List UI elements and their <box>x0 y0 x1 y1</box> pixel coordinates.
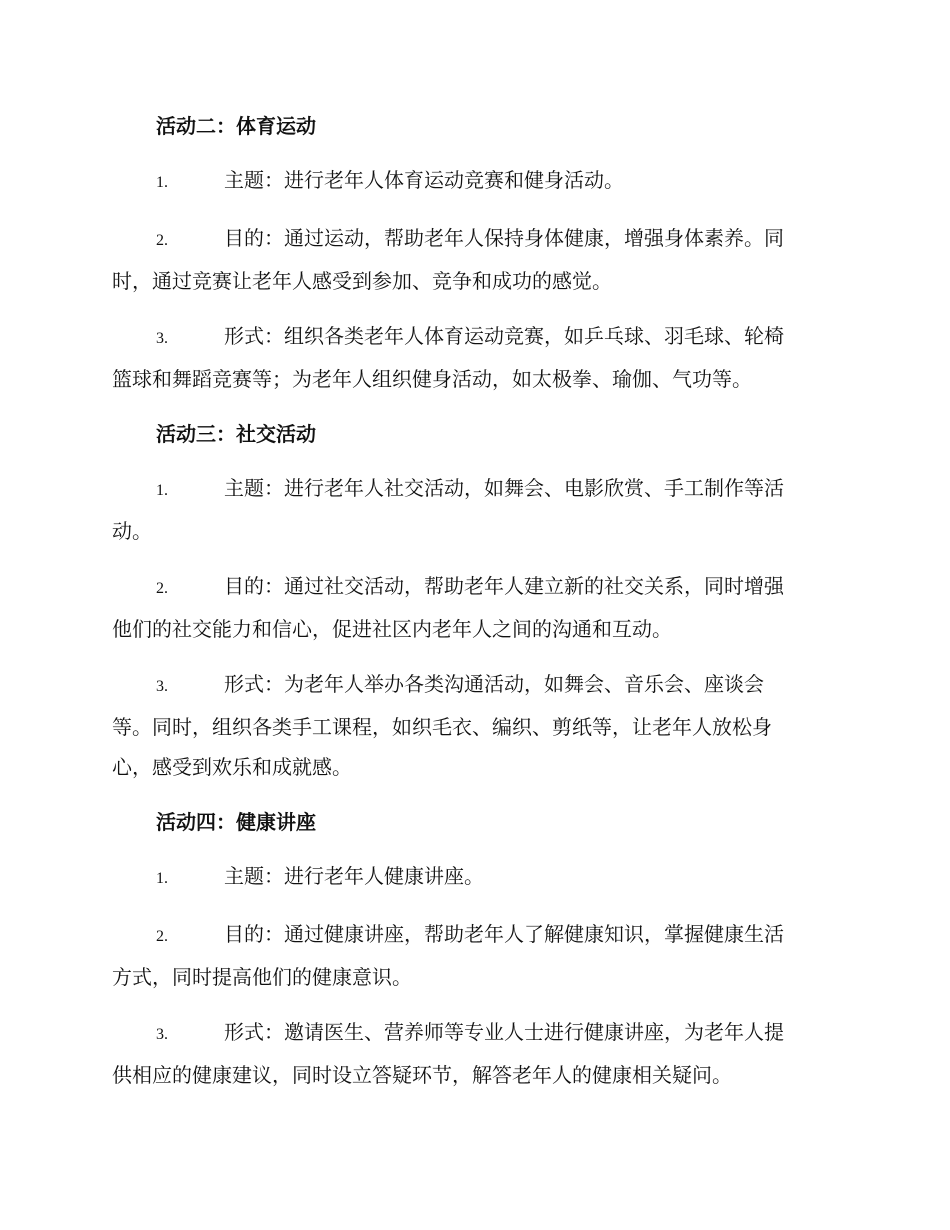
section-heading: 活动四：健康讲座 <box>156 810 316 834</box>
list-item <box>112 914 838 997</box>
item-text-line: 形式：为老年人举办各类沟通活动，如舞会、音乐会、座谈会 <box>224 672 764 696</box>
item-text-line: 动。 <box>112 519 152 543</box>
item-text-line: 方式，同时提高他们的健康意识。 <box>112 965 412 989</box>
section-health <box>112 802 838 1095</box>
item-number: 3. <box>156 678 168 695</box>
item-text-line: 心，感受到欢乐和成就感。 <box>112 755 352 779</box>
list-item <box>112 664 838 787</box>
item-number: 3. <box>156 330 168 347</box>
list-item <box>112 218 838 301</box>
list-item <box>112 468 838 551</box>
item-number: 2. <box>156 580 168 597</box>
item-text-line: 目的：通过社交活动，帮助老年人建立新的社交关系，同时增强 <box>224 574 784 598</box>
section-heading: 活动三：社交活动 <box>156 422 316 446</box>
list-item <box>112 1012 838 1095</box>
item-number: 2. <box>156 928 168 945</box>
item-text-line: 篮球和舞蹈竞赛等；为老年人组织健身活动，如太极拳、瑜伽、气功等。 <box>112 367 752 391</box>
item-number: 1. <box>156 870 168 887</box>
item-text-line: 他们的社交能力和信心，促进社区内老年人之间的沟通和互动。 <box>112 617 672 641</box>
item-text-line: 目的：通过健康讲座，帮助老年人了解健康知识，掌握健康生活 <box>224 922 784 946</box>
item-text-line: 等。同时，组织各类手工课程，如织毛衣、编织、剪纸等，让老年人放松身 <box>112 715 772 739</box>
item-text-line: 主题：进行老年人体育运动竞赛和健身活动。 <box>224 168 624 192</box>
item-text-line: 供相应的健康建议，同时设立答疑环节，解答老年人的健康相关疑问。 <box>112 1063 732 1087</box>
section-heading: 活动二：体育运动 <box>156 114 316 138</box>
item-text-line: 时，通过竞赛让老年人感受到参加、竞争和成功的感觉。 <box>112 269 612 293</box>
item-text-line: 主题：进行老年人健康讲座。 <box>224 864 484 888</box>
item-number: 2. <box>156 232 168 249</box>
list-item <box>112 316 838 399</box>
list-item <box>112 566 838 649</box>
item-text-line: 主题：进行老年人社交活动，如舞会、电影欣赏、手工制作等活 <box>224 476 784 500</box>
item-number: 1. <box>156 482 168 499</box>
section-sports <box>112 106 838 399</box>
item-number: 3. <box>156 1026 168 1043</box>
item-text-line: 形式：组织各类老年人体育运动竞赛，如乒乓球、羽毛球、轮椅 <box>224 324 784 348</box>
item-text-line: 目的：通过运动，帮助老年人保持身体健康，增强身体素养。同 <box>224 226 784 250</box>
item-number: 1. <box>156 174 168 191</box>
item-text-line: 形式：邀请医生、营养师等专业人士进行健康讲座，为老年人提 <box>224 1020 784 1044</box>
section-social <box>112 414 838 787</box>
list-item <box>112 856 838 899</box>
list-item <box>112 160 838 203</box>
